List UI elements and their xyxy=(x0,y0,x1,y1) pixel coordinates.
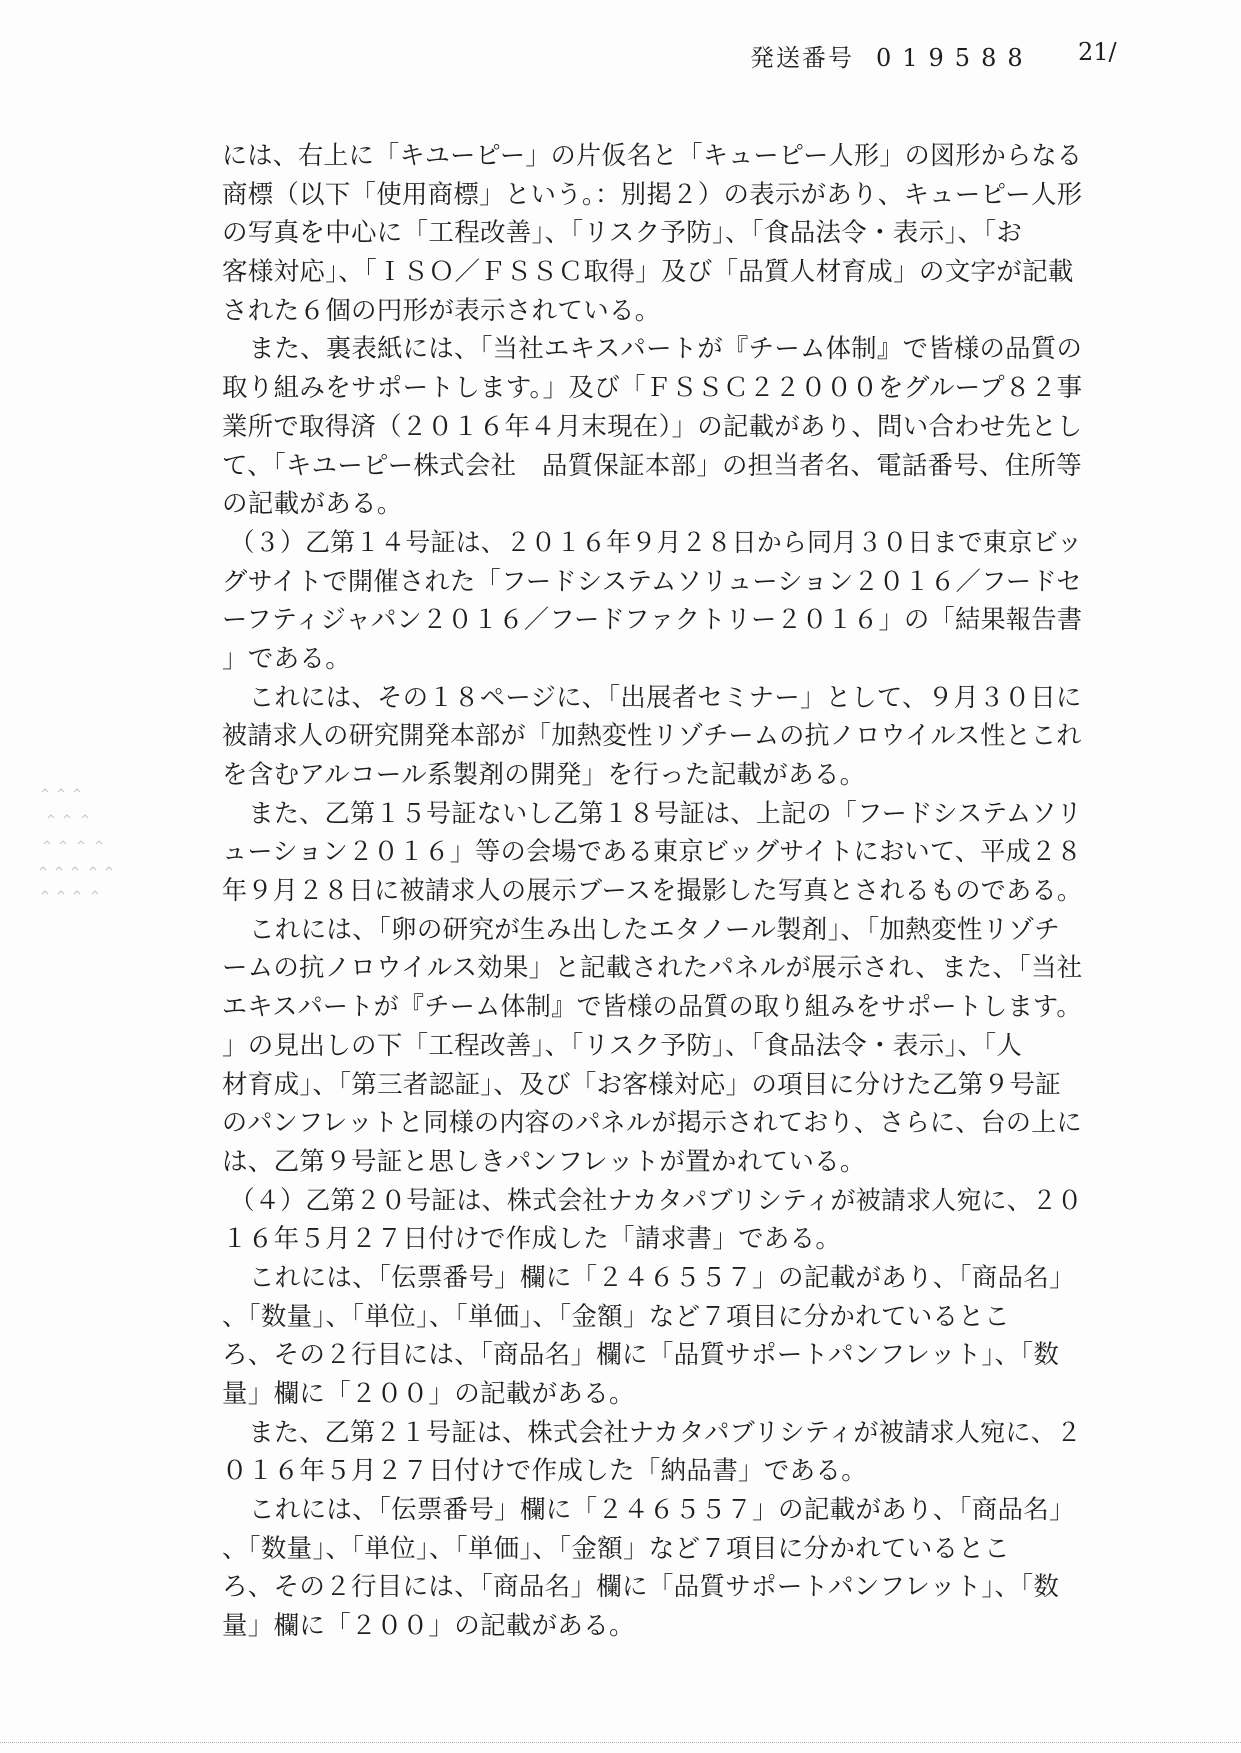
document-body xyxy=(222,137,1082,1646)
page-number: 21/ xyxy=(1078,38,1117,66)
text-line: （３）乙第１４号証は、２０１６年９月２８日から同月３０日まで東京ビッ xyxy=(229,527,1083,558)
text-line: 被請求人の研究開発本部が「加熱変性リゾチームの抗ノロウイルス性とこれ xyxy=(222,721,1082,752)
text-line: は、乙第９号証と思しきパンフレットが置かれている。 xyxy=(222,1146,866,1177)
text-line: 」の見出しの下「工程改善」、「リスク予防」、「食品法令・表示」、「人 xyxy=(222,1030,1023,1061)
text-line: て、「キユーピー株式会社 品質保証本部」の担当者名、電話番号、住所等 xyxy=(222,450,1082,481)
text-line: また、乙第２１号証は、株式会社ナカタパブリシティが被請求人宛に、２ xyxy=(248,1417,1082,1448)
text-line: ろ、その２行目には、「商品名」欄に「品質サポートパンフレット」、「数 xyxy=(222,1340,1060,1371)
text-line: の記載がある。 xyxy=(222,489,403,520)
text-line: 客様対応」、「ＩＳＯ／ＦＳＳＣ取得」及び「品質人材育成」の文字が記載 xyxy=(222,257,1074,288)
text-line: 量」欄に「２００」の記載がある。 xyxy=(222,1611,635,1642)
text-line: これには、その１８ページに、「出展者セミナー」として、９月３０日に xyxy=(248,682,1082,713)
text-line: １６年５月２７日付けで作成した「請求書」である。 xyxy=(222,1224,842,1255)
document-header xyxy=(750,38,1130,73)
text-line: グサイトで開催された「フードシステムソリューション２０１６／フードセ xyxy=(222,566,1082,597)
text-line: また、乙第１５号証ないし乙第１８号証は、上記の「フードシステムソリ xyxy=(248,798,1083,829)
text-line: には、右上に「キユーピー」の片仮名と「キューピー人形」の図形からなる xyxy=(222,141,1083,171)
text-line: （４）乙第２０号証は、株式会社ナカタパブリシティが被請求人宛に、２０ xyxy=(229,1185,1083,1216)
text-line: 商標（以下「使用商標」という。：別掲２）の表示があり、キューピー人形 xyxy=(222,179,1083,210)
text-line: これには、「卵の研究が生み出したエタノール製剤」、「加熱変性リゾチ xyxy=(249,914,1061,945)
text-line: 年９月２８日に被請求人の展示ブースを撮影した写真とされるものである。 xyxy=(222,876,1083,907)
page-bottom-edge xyxy=(0,1742,1241,1743)
text-line: これには、「伝票番号」欄に「２４６５５７」の記載があり、「商品名」 xyxy=(249,1262,1075,1293)
text-line: ０１６年５月２７日付けで作成した「納品書」である。 xyxy=(222,1456,868,1487)
text-line: ろ、その２行目には、「商品名」欄に「品質サポートパンフレット」、「数 xyxy=(222,1572,1060,1603)
text-line: 業所で取得済（２０１６年４月末現在）」の記載があり、問い合わせ先とし xyxy=(222,411,1083,442)
text-line: エキスパートが『チーム体制』で皆様の品質の取り組みをサポートします。 xyxy=(222,992,1082,1023)
text-line: これには、「伝票番号」欄に「２４６５５７」の記載があり、「商品名」 xyxy=(249,1495,1075,1526)
text-line: ームの抗ノロウイルス効果」と記載されたパネルが展示され、また、「当社 xyxy=(222,953,1083,984)
binding-hole-marks-icon xyxy=(34,786,124,906)
text-line: 、「数量」、「単位」、「単価」、「金額」など７項目に分かれているとこ xyxy=(222,1301,1010,1332)
dispatch-number: 019588 xyxy=(876,44,1034,72)
text-line: のパンフレットと同様の内容のパネルが掲示されており、さらに、台の上に xyxy=(222,1108,1082,1139)
text-line: 、「数量」、「単位」、「単価」、「金額」など７項目に分かれているとこ xyxy=(222,1533,1010,1564)
text-line: ーフティジャパン２０１６／フードファクトリー２０１６」の「結果報告書 xyxy=(222,605,1083,636)
text-line: 」である。 xyxy=(222,643,352,674)
text-line: 取り組みをサポートします。」及び「ＦＳＳＣ２２０００をグループ８２事 xyxy=(222,373,1083,404)
text-line: また、裏表紙には、「当社エキスパートが『チーム体制』で皆様の品質の xyxy=(248,334,1083,365)
text-line: ューション２０１６」等の会場である東京ビッグサイトにおいて、平成２８ xyxy=(222,837,1082,868)
text-line: を含むアルコール系製剤の開発」を行った記載がある。 xyxy=(222,760,866,790)
text-line: の写真を中心に「工程改善」、「リスク予防」、「食品法令・表示」、「お xyxy=(222,218,1023,249)
text-line: 量」欄に「２００」の記載がある。 xyxy=(222,1379,635,1409)
text-line: された６個の円形が表示されている。 xyxy=(222,295,661,326)
text-line: 材育成」、「第三者認証」、及び「お客様対応」の項目に分けた乙第９号証 xyxy=(222,1069,1061,1100)
dispatch-number-label: 発送番号 xyxy=(750,44,854,72)
